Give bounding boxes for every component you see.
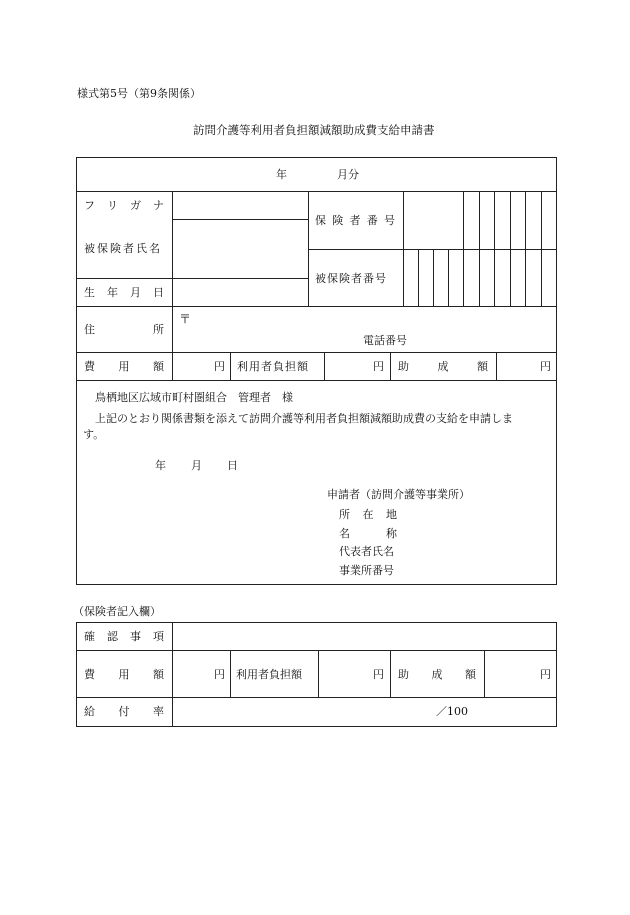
insurer-number-label: 保 険 者 番 号 <box>315 214 395 227</box>
statement-line-1: 上記のとおり関係書類を添えて訪問介護等利用者負担額減額助成費の支給を申請しま <box>95 412 513 425</box>
furigana-label: フ リ ガ ナ <box>84 199 164 212</box>
period-month-label: 月分 <box>337 168 359 181</box>
business-name-label: 名 称 <box>339 527 397 540</box>
postal-mark: 〒 <box>179 312 192 326</box>
representative-label: 代表者氏名 <box>339 545 394 558</box>
insurer-section-heading: （保険者記入欄） <box>73 605 161 618</box>
addressee: 鳥栖地区広域市町村圏組合 管理者 様 <box>95 391 293 404</box>
office-number-label: 事業所番号 <box>339 564 394 577</box>
user-burden-yen: 円 <box>373 360 384 373</box>
form-number: 様式第5号（第9条関係） <box>77 87 201 100</box>
period-year-label: 年 <box>276 168 287 181</box>
insurer-user-burden-yen: 円 <box>373 668 384 681</box>
address-label: 住 所 <box>84 323 164 336</box>
insurer-cost-label: 費 用 額 <box>84 668 164 681</box>
benefit-rate-value: ／100 <box>436 705 468 718</box>
statement-line-2: す。 <box>83 428 105 441</box>
insurer-user-burden-label: 利用者負担額 <box>236 668 302 681</box>
applicant-label: 申請者（訪問介護等事業所） <box>327 488 470 501</box>
cost-yen: 円 <box>214 360 225 373</box>
cost-label: 費 用 額 <box>84 360 164 373</box>
insured-name-label: 被保険者氏名 <box>84 242 162 255</box>
insurer-subsidy-yen: 円 <box>540 668 551 681</box>
benefit-rate-label: 給 付 率 <box>84 705 164 718</box>
insured-number-label: 被保険者番号 <box>315 272 387 285</box>
confirmation-items-label: 確 認 事 項 <box>84 630 164 643</box>
application-date-day: 日 <box>227 459 238 472</box>
form-title: 訪問介護等利用者負担額減額助成費支給申請書 <box>193 123 435 137</box>
application-date-year: 年 <box>155 459 166 472</box>
subsidy-label: 助 成 額 <box>398 360 488 373</box>
phone-number-label: 電話番号 <box>363 334 407 347</box>
subsidy-yen: 円 <box>540 360 551 373</box>
application-date-month: 月 <box>191 459 202 472</box>
user-burden-label: 利用者負担額 <box>237 360 309 373</box>
insurer-cost-yen: 円 <box>214 668 225 681</box>
location-label: 所 在 地 <box>339 508 397 521</box>
insurer-subsidy-label: 助 成 額 <box>398 668 476 681</box>
birth-date-label: 生 年 月 日 <box>84 286 164 299</box>
